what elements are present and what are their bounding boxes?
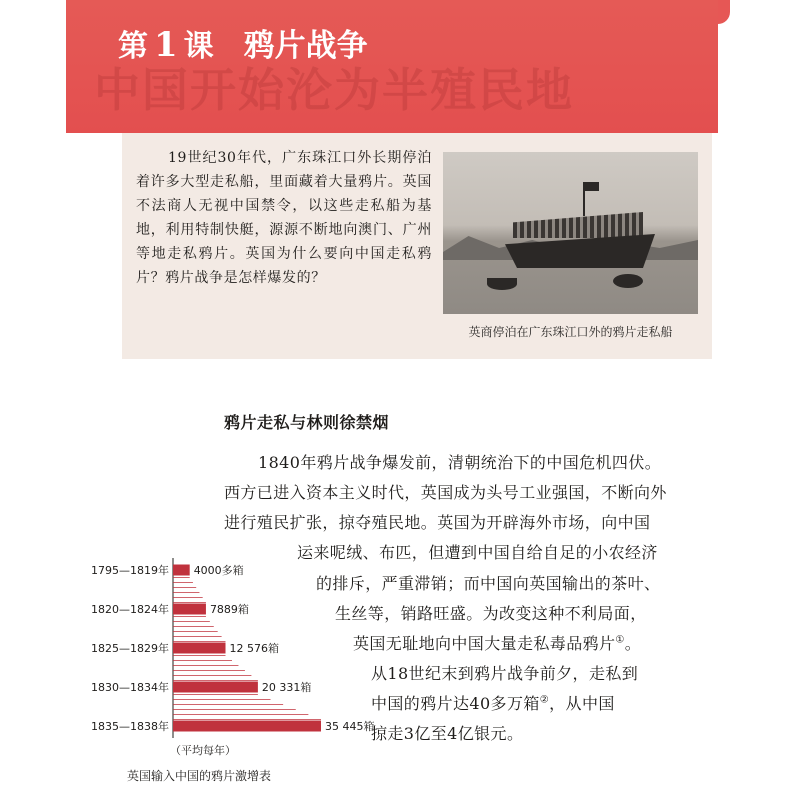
lesson-suffix: 课 xyxy=(183,29,214,64)
intro-paragraph: 19世纪30年代，广东珠江口外长期停泊着许多大型走私船，里面藏着大量鸦片。英国不法商人无视中国禁令，以这些走私船为基地，利用特制快艇，源源不断地向澳门、广州等地走私鸦片。英国为什么要向中国走私鸦片？鸦片战争是怎样爆发的？ xyxy=(136,150,432,286)
chart-value-label: 7889箱 xyxy=(209,603,249,616)
footnote-marker[interactable]: ② xyxy=(539,694,550,706)
body-line-text: ，从中国 xyxy=(549,694,615,713)
lesson-number: 1 xyxy=(154,25,178,65)
body-line: 运来呢绒、布匹，但遭到中国自给自足的小农经济 xyxy=(297,543,658,562)
body-line: 1840年鸦片战争爆发前，清朝统治下的中国危机四伏。 xyxy=(258,453,662,472)
chart-note: （平均每年） xyxy=(170,744,236,757)
chart-bar xyxy=(173,565,190,576)
body-line: 进行殖民扩张，掠夺殖民地。英国为开辟海外市场，向中国 xyxy=(224,513,651,532)
chart-bar xyxy=(173,721,321,732)
body-line-with-footnote: 英国无耻地向中国大量走私毒品鸦片①。 xyxy=(353,634,642,653)
body-line: 西方已进入资本主义时代，英国成为头号工业强国，不断向外 xyxy=(224,483,667,502)
chart-bar xyxy=(173,604,206,615)
chart-value-label: 4000多箱 xyxy=(193,564,244,577)
body-line: 从18世纪末到鸦片战争前夕，走私到 xyxy=(371,664,639,683)
body-line-text: 中国的鸦片达40多万箱 xyxy=(371,694,540,713)
chart-category-label: 1825—1829年 xyxy=(91,642,169,655)
chart-category-label: 1795—1819年 xyxy=(91,564,169,577)
chart-category-label: 1820—1824年 xyxy=(91,603,169,616)
body-line-text: 英国无耻地向中国大量走私毒品鸦片 xyxy=(353,634,616,653)
lesson-prefix: 第 xyxy=(118,29,148,64)
footnote-marker[interactable]: ① xyxy=(615,634,625,646)
chart-value-label: 35 445箱 xyxy=(325,720,375,733)
lesson-name: 鸦片战争 xyxy=(243,28,368,64)
chart-bar xyxy=(173,682,258,693)
body-line: 生丝等，销路旺盛。为改变这种不利局面， xyxy=(335,604,647,623)
chart-category-label: 1835—1838年 xyxy=(91,720,169,733)
header-ghost-text: 中国开始沦为半殖民地 xyxy=(94,63,574,117)
body-line: 的排斥，严重滞销；而中国向英国输出的茶叶、 xyxy=(316,574,661,593)
chart-bar xyxy=(173,643,226,654)
chart-category-label: 1830—1834年 xyxy=(91,681,169,694)
section-heading: 鸦片走私与林则徐禁烟 xyxy=(224,413,390,432)
body-line: 掠走3亿至4亿银元。 xyxy=(371,724,524,743)
chart-value-label: 12 576箱 xyxy=(229,642,280,655)
chart-title: 英国输入中国的鸦片激增表 xyxy=(127,769,272,783)
photo-caption: 英商停泊在广东珠江口外的鸦片走私船 xyxy=(468,325,673,339)
chart-value-label: 20 331箱 xyxy=(261,681,312,694)
